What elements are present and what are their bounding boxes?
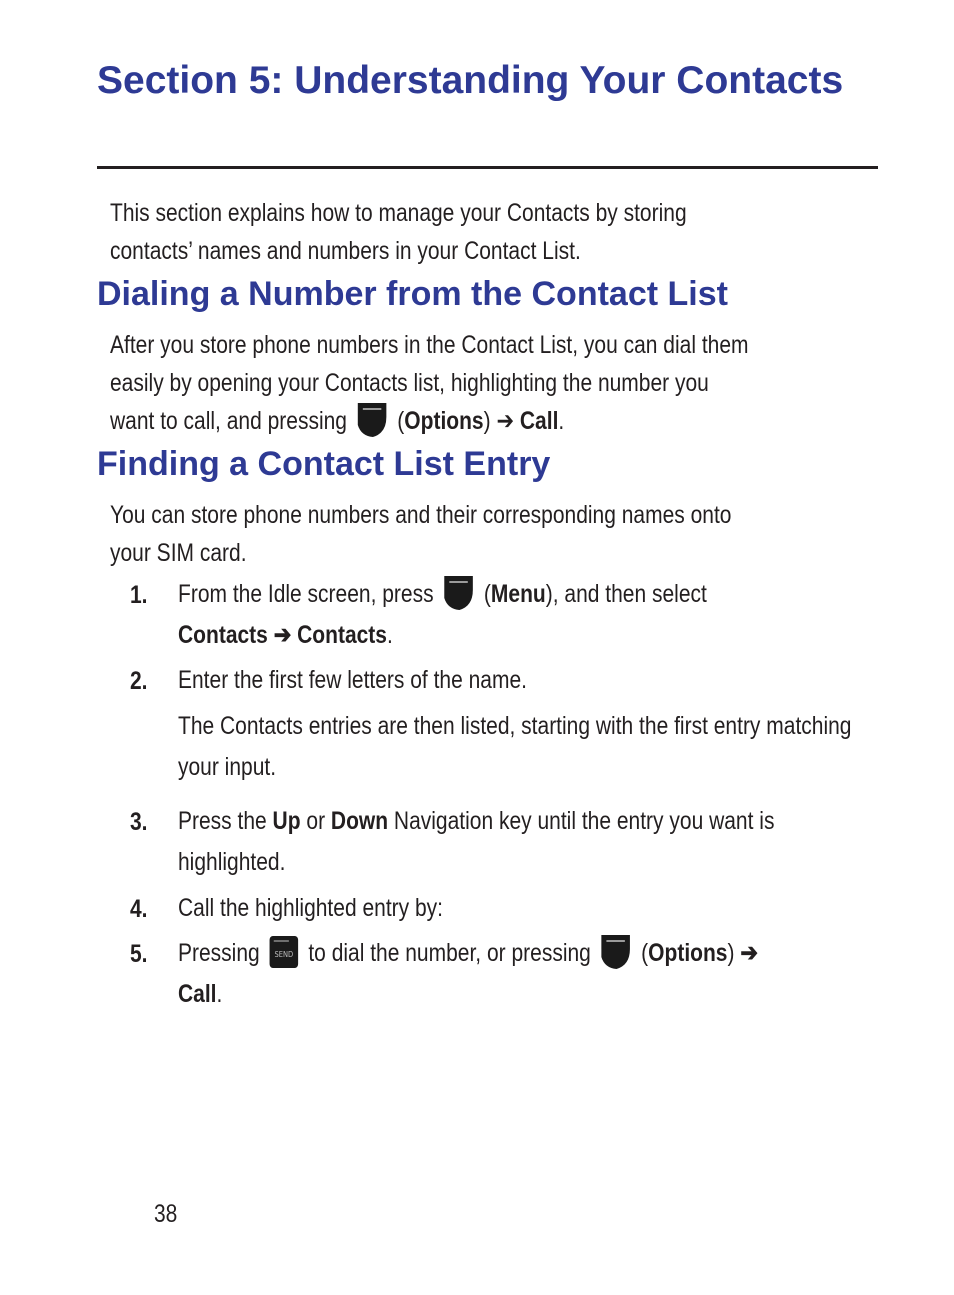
left-soft-key-icon [443, 576, 475, 610]
dialing-paragraph: After you store phone numbers in the Contact List, you can dial them easily by opening your Contacts list, highlighting the number you want to call, and pressing (Options) ➔ Call. [110, 331, 749, 435]
page-title: Section 5: Understanding Your Contacts [97, 59, 844, 102]
page-number: 38 [154, 1200, 178, 1228]
step-text: From the Idle screen, press (Menu), and then select Contacts ➔ Contacts. [178, 574, 867, 656]
menu-label: Menu [490, 580, 546, 608]
up-label: Up [272, 807, 301, 835]
step-text: Pressing SEND to dial the number, or pressing (Options) ➔ Call. [178, 933, 867, 1015]
arrow-glyph: ➔ [740, 939, 758, 967]
arrow-glyph: ➔ [273, 621, 292, 649]
left-soft-key-icon [600, 935, 632, 969]
step-number: 4. [130, 895, 148, 923]
step-text: Call the highlighted entry by: [178, 894, 443, 922]
contacts-label: Contacts [178, 621, 268, 649]
step-number: 5. [130, 940, 148, 968]
call-label: Call [178, 980, 217, 1008]
step-text: Enter the first few letters of the name. [178, 666, 527, 694]
send-key-icon [269, 935, 299, 969]
step-number: 1. [130, 581, 148, 609]
step-number: 3. [130, 808, 148, 836]
call-label: Call [519, 407, 559, 435]
arrow-glyph: ➔ [496, 407, 515, 435]
heading-finding: Finding a Contact List Entry [97, 445, 551, 483]
step-number: 2. [130, 667, 148, 695]
dialing-text: After you store phone numbers in the Contact List, you can dial them easily by opening your Contacts list, highlighting the number you want to call, and pressing [110, 331, 749, 435]
down-label: Down [330, 807, 389, 835]
left-soft-key-icon [356, 403, 388, 437]
heading-dialing: Dialing a Number from the Contact List [97, 275, 728, 313]
step-note: The Contacts entries are then listed, starting with the first entry matching your input. [178, 712, 852, 781]
finding-paragraph: You can store phone numbers and their corresponding names onto your SIM card. [110, 501, 732, 567]
intro-paragraph: This section explains how to manage your Contacts by storing contacts’ names and numbers in your Contact List. [110, 199, 687, 265]
options-label: Options [648, 939, 728, 967]
options-label: Options [404, 407, 484, 435]
step-text: Press the Up or Down Navigation key until the entry you want is highlighted. [178, 807, 775, 876]
title-rule [97, 166, 878, 169]
contacts-label: Contacts [297, 621, 387, 649]
svg-text:SEND: SEND [274, 949, 294, 960]
